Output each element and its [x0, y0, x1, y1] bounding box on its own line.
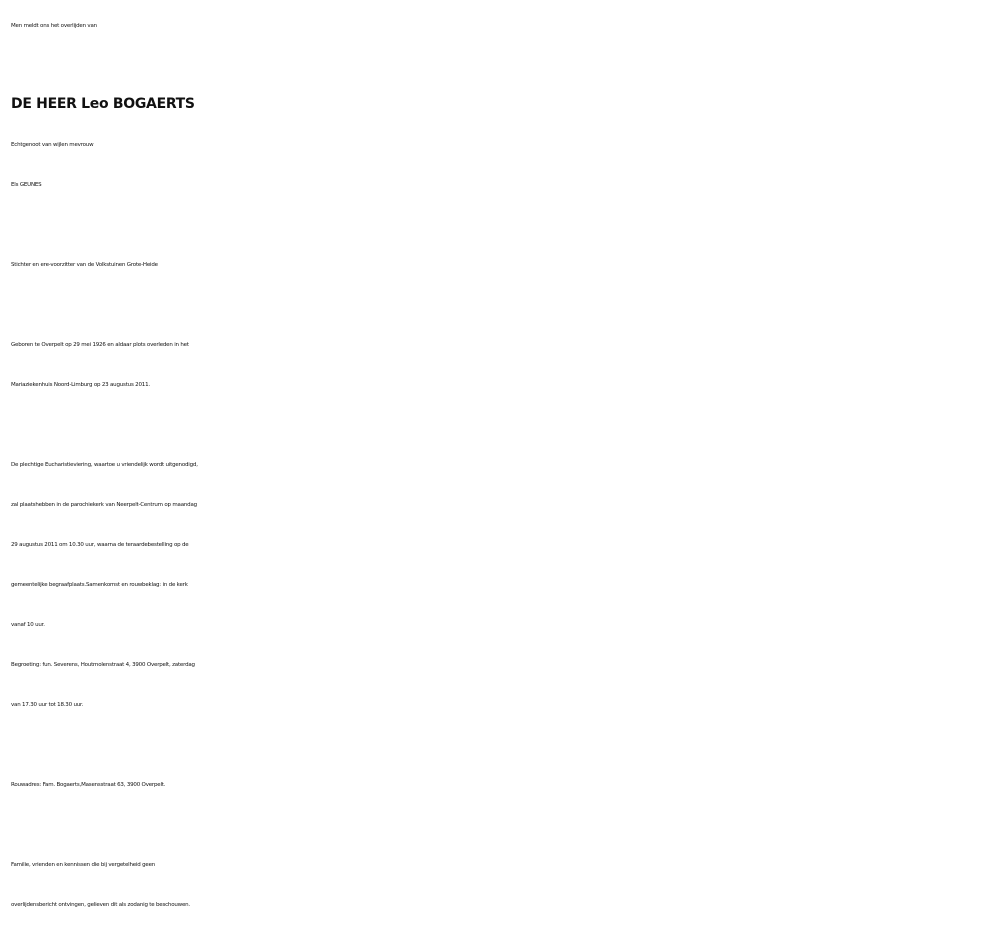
- closing-line-1: Familie, vrienden en kennissen die bij vergetelheid geen: [11, 862, 156, 868]
- ceremony-line-3: 29 augustus 2011 om 10.30 uur, waarna de teraardebestelling op de: [11, 542, 189, 548]
- ceremony-line-5: vanaf 10 uur.: [11, 622, 45, 628]
- mourning-address: Rouwadres: Fam. Bogaerts,Masensstraat 63, 3900 Overpelt.: [11, 782, 166, 788]
- birth-death-line-2: Mariaziekenhuis Noord-Limburg op 23 augustus 2011.: [11, 382, 150, 388]
- ceremony-line-2: zal plaatshebben in de parochiekerk van Neerpelt-Centrum op maandag: [11, 502, 197, 508]
- ceremony-line-4: gemeentelijke begraafplaats.Samenkomst en rouwbeklag: in de kerk: [11, 582, 188, 588]
- deceased-name: DE HEER Leo BOGAERTS: [11, 96, 195, 112]
- visitation-line-2: van 17.30 uur tot 18.30 uur.: [11, 702, 84, 708]
- closing-line-2: overlijdensbericht ontvingen, gelieven dit als zodanig te beschouwen.: [11, 902, 190, 908]
- visitation-line-1: Begroeting: fun. Severens, Houtmolenstraat 4, 3900 Overpelt, zaterdag: [11, 662, 195, 668]
- obituary-notice: [11, 0, 996, 925]
- spacer: [11, 285, 996, 325]
- role-text: Stichter en ere-voorzitter van de Volkstuinen Grote-Heide: [11, 262, 158, 268]
- spouse-line-2: Els GEUNES: [11, 182, 42, 188]
- birth-death-line-1: Geboren te Overpelt op 29 mei 1926 en aldaar plots overleden in het: [11, 342, 189, 348]
- spacer: [11, 205, 996, 245]
- spouse-line-1: Echtgenoot van wijlen mevrouw: [11, 142, 94, 148]
- ceremony-line-1: De plechtige Eucharistieviering, waartoe u vriendelijk wordt uitgenodigd,: [11, 462, 198, 468]
- spacer: [11, 725, 996, 765]
- spacer: [11, 405, 996, 445]
- intro-text: Men meldt ons het overlijden van: [11, 23, 97, 29]
- spacer: [11, 805, 996, 845]
